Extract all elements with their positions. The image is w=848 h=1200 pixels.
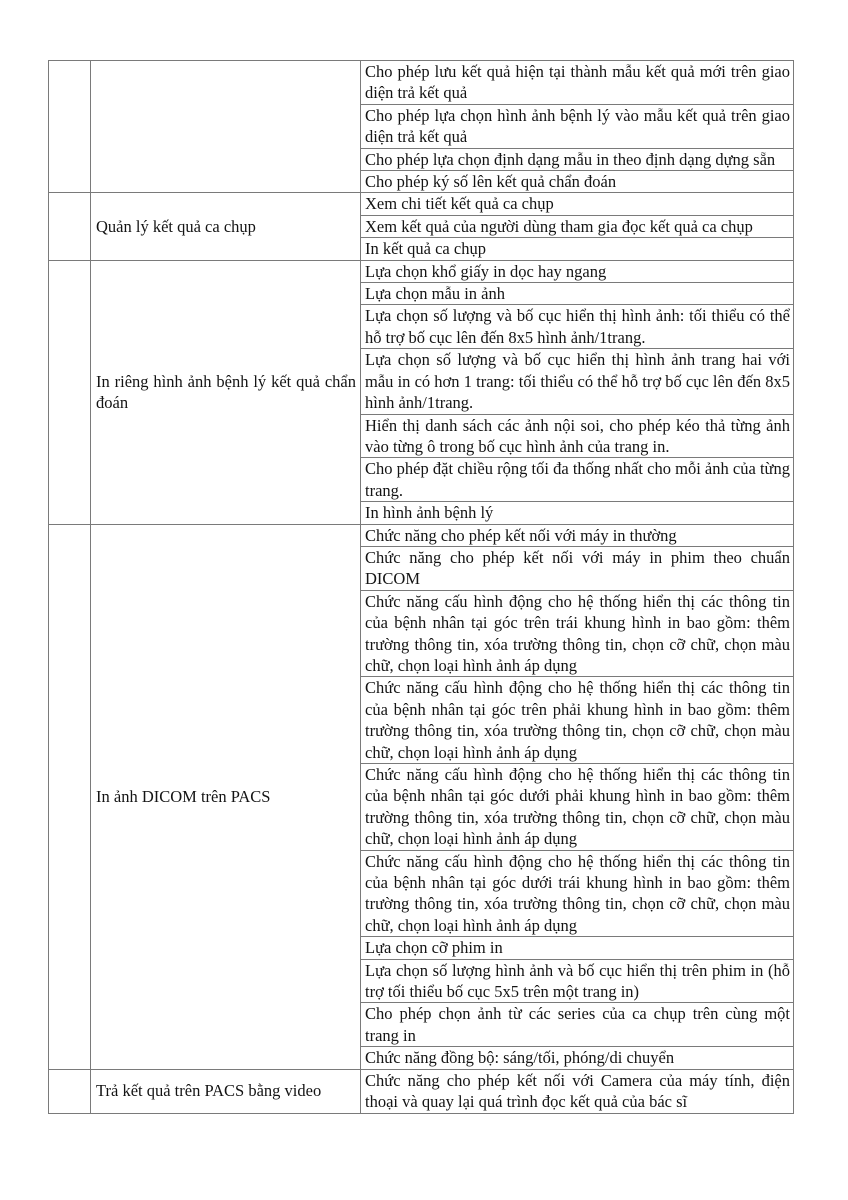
feature-cell: Chức năng cho phép kết nối với máy in phim theo chuẩn DICOM <box>361 546 794 590</box>
feature-cell: Lựa chọn khổ giấy in dọc hay ngang <box>361 260 794 282</box>
requirements-table <box>48 60 794 1114</box>
feature-cell: Cho phép lựa chọn hình ảnh bệnh lý vào mẫu kết quả trên giao diện trả kết quả <box>361 104 794 148</box>
table-row <box>49 61 794 105</box>
feature-cell: Cho phép chọn ảnh từ các series của ca chụp trên cùng một trang in <box>361 1003 794 1047</box>
feature-cell: Cho phép đặt chiều rộng tối đa thống nhất cho mỗi ảnh của từng trang. <box>361 458 794 502</box>
index-cell <box>49 193 91 260</box>
feature-cell: Hiển thị danh sách các ảnh nội soi, cho phép kéo thả từng ảnh vào từng ô trong bố cục hình ảnh của trang in. <box>361 414 794 458</box>
feature-cell: In hình ảnh bệnh lý <box>361 502 794 524</box>
table-row <box>49 193 794 215</box>
index-cell <box>49 524 91 1069</box>
feature-cell: Lựa chọn mẫu in ảnh <box>361 283 794 305</box>
category-cell: In riêng hình ảnh bệnh lý kết quả chẩn đoán <box>91 260 361 524</box>
feature-cell: Lựa chọn cỡ phim in <box>361 937 794 959</box>
feature-cell: Lựa chọn số lượng và bố cục hiển thị hình ảnh: tối thiểu có thể hỗ trợ bố cục lên đến 8x5 hình ảnh/1trang. <box>361 305 794 349</box>
feature-cell: Xem chi tiết kết quả ca chụp <box>361 193 794 215</box>
feature-cell: Chức năng cấu hình động cho hệ thống hiển thị các thông tin của bệnh nhân tại góc dưới phải khung hình in bao gồm: thêm trường thông tin, xóa trường thông tin, chọn cỡ chữ, chọn màu chữ, chọn loại hình ảnh áp dụng <box>361 764 794 851</box>
category-cell: Trả kết quả trên PACS bằng video <box>91 1069 361 1113</box>
feature-cell: Chức năng cấu hình động cho hệ thống hiển thị các thông tin của bệnh nhân tại góc dưới trái khung hình in bao gồm: thêm trường thông tin, xóa trường thông tin, chọn cỡ chữ, chọn màu chữ, chọn loại hình ảnh áp dụng <box>361 850 794 937</box>
feature-cell: Chức năng cho phép kết nối với Camera của máy tính, điện thoại và quay lại quá trình đọc kết quả của bác sĩ <box>361 1069 794 1113</box>
feature-cell: In kết quả ca chụp <box>361 238 794 260</box>
feature-cell: Cho phép lưu kết quả hiện tại thành mẫu kết quả mới trên giao diện trả kết quả <box>361 61 794 105</box>
table-row <box>49 524 794 546</box>
feature-cell: Cho phép ký số lên kết quả chẩn đoán <box>361 171 794 193</box>
feature-cell: Cho phép lựa chọn định dạng mẫu in theo định dạng dựng sẵn <box>361 148 794 170</box>
index-cell <box>49 61 91 193</box>
category-cell: Quản lý kết quả ca chụp <box>91 193 361 260</box>
category-cell <box>91 61 361 193</box>
table-row <box>49 260 794 282</box>
feature-cell: Chức năng đồng bộ: sáng/tối, phóng/di chuyển <box>361 1047 794 1069</box>
feature-cell: Lựa chọn số lượng hình ảnh và bố cục hiển thị trên phim in (hỗ trợ tối thiểu bố cục 5x5 trên một trang in) <box>361 959 794 1003</box>
feature-cell: Lựa chọn số lượng và bố cục hiển thị hình ảnh trang hai với mẫu in có hơn 1 trang: tối thiểu có thể hỗ trợ bố cục lên đến 8x5 hình ảnh/1trang. <box>361 349 794 414</box>
feature-cell: Chức năng cho phép kết nối với máy in thường <box>361 524 794 546</box>
index-cell <box>49 260 91 524</box>
feature-cell: Chức năng cấu hình động cho hệ thống hiển thị các thông tin của bệnh nhân tại góc trên phải khung hình in bao gồm: thêm trường thông tin, xóa trường thông tin, chọn cỡ chữ, chọn màu chữ, chọn loại hình ảnh áp dụng <box>361 677 794 764</box>
category-cell: In ảnh DICOM trên PACS <box>91 524 361 1069</box>
feature-cell: Xem kết quả của người dùng tham gia đọc kết quả ca chụp <box>361 215 794 237</box>
index-cell <box>49 1069 91 1113</box>
feature-cell: Chức năng cấu hình động cho hệ thống hiển thị các thông tin của bệnh nhân tại góc trên trái khung hình in bao gồm: thêm trường thông tin, xóa trường thông tin, chọn cỡ chữ, chọn màu chữ, chọn loại hình ảnh áp dụng <box>361 590 794 677</box>
table-row <box>49 1069 794 1113</box>
